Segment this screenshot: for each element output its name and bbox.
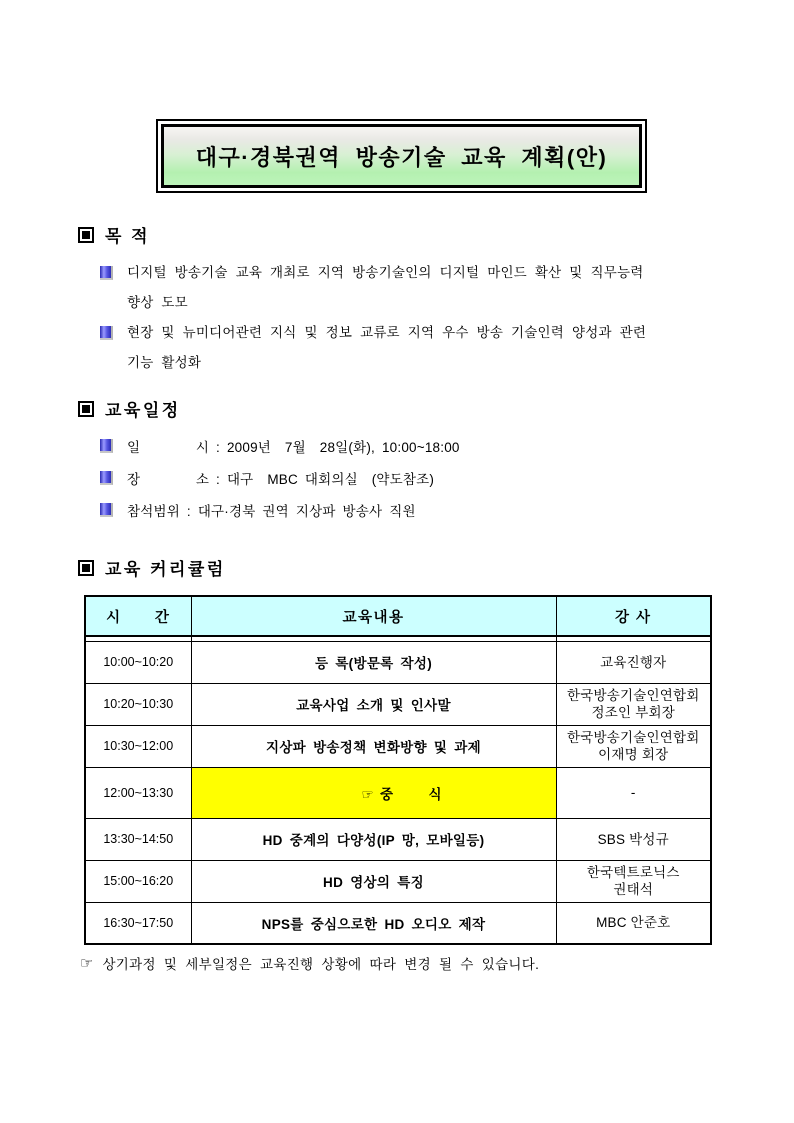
footnote-text: 상기과정 및 세부일정은 교육진행 상황에 따라 변경 될 수 있습니다.: [102, 957, 540, 972]
section-heading-curriculum: [78, 555, 226, 580]
lecturer-line: 교육진행자: [600, 654, 667, 670]
section-heading-schedule: [78, 396, 181, 421]
time-cell: 13:30~14:50: [85, 818, 191, 860]
content-cell-lunch: [191, 767, 556, 818]
curriculum-table: [84, 595, 712, 945]
blue-bullet-icon: [100, 471, 113, 485]
table-row: [85, 818, 711, 860]
lecturer-cell: [556, 641, 711, 683]
lecturer-line: 이재명 회장: [598, 747, 669, 762]
blue-bullet-icon: [100, 266, 113, 280]
lecturer-cell: [556, 902, 711, 944]
purpose-line: 현장 및 뉴미디어관련 지식 및 정보 교류로 지역 우수 방송 기술인력 양성과 관련: [127, 325, 647, 340]
title-box: [156, 119, 647, 193]
table-header-row: [85, 596, 711, 636]
table-row-lunch: [85, 767, 711, 818]
time-cell: 10:00~10:20: [85, 641, 191, 683]
purpose-item-text: [127, 318, 646, 378]
section-heading-purpose: [78, 222, 150, 247]
schedule-item-datetime: [100, 436, 460, 456]
lunch-label: 중 식: [379, 786, 442, 802]
purpose-line: 디지털 방송기술 교육 개최로 지역 방송기술인의 디지털 마인드 확산 및 직무능력: [127, 265, 644, 280]
time-cell: 15:00~16:20: [85, 860, 191, 902]
section-square-icon: [78, 560, 94, 576]
table-row: [85, 641, 711, 683]
purpose-item: [100, 318, 646, 378]
content-cell: 등 록(방문록 작성): [191, 641, 556, 683]
table-row: [85, 860, 711, 902]
schedule-item-attendees: [100, 500, 416, 520]
header-time: 시 간: [85, 596, 191, 636]
blue-bullet-icon: [100, 439, 113, 453]
content-cell: NPS를 중심으로한 HD 오디오 제작: [191, 902, 556, 944]
lecturer-cell: [556, 818, 711, 860]
table-row: [85, 902, 711, 944]
header-lecturer: 강 사: [556, 596, 711, 636]
time-cell: 16:30~17:50: [85, 902, 191, 944]
time-cell: 10:30~12:00: [85, 725, 191, 767]
lecturer-line: 권태석: [613, 882, 654, 897]
lecturer-line: 정조인 부회장: [591, 705, 675, 720]
table-row: [85, 683, 711, 725]
content-cell: HD 영상의 특징: [191, 860, 556, 902]
section-heading-label: 목 적: [105, 227, 151, 246]
lecturer-cell: [556, 767, 711, 818]
content-cell: 지상파 방송정책 변화방향 및 과제: [191, 725, 556, 767]
schedule-item-text: 참석범위 : 대구·경북 권역 지상파 방송사 직원: [127, 504, 416, 519]
footnote: [80, 953, 539, 973]
blue-bullet-icon: [100, 326, 113, 340]
lecturer-cell: [556, 683, 711, 725]
content-cell: 교육사업 소개 및 인사말: [191, 683, 556, 725]
purpose-line: 향상 도모: [127, 295, 188, 310]
lecturer-line: MBC 안준호: [596, 915, 671, 931]
pointing-hand-icon: ☞: [361, 786, 374, 802]
page-title: 대구·경북권역 방송기술 교육 계획(안): [195, 144, 608, 170]
lecturer-line: 한국방송기술인연합회: [567, 688, 700, 703]
schedule-item-text: 일 시 : 2009년 7월 28일(화), 10:00~18:00: [127, 440, 460, 455]
lecturer-line: SBS 박성규: [597, 831, 669, 847]
blue-bullet-icon: [100, 503, 113, 517]
time-cell: 10:20~10:30: [85, 683, 191, 725]
section-square-inner: [82, 231, 90, 239]
section-heading-label: 교육일정: [105, 401, 181, 420]
pointing-hand-icon: ☞: [80, 955, 94, 972]
section-heading-label: 교육 커리큘럼: [105, 560, 226, 579]
schedule-item-text: 장 소 : 대구 MBC 대회의실 (약도참조): [127, 472, 435, 487]
section-square-icon: [78, 401, 94, 417]
lecturer-line: 한국텍트로닉스: [586, 865, 680, 880]
table-row: [85, 725, 711, 767]
lecturer-line: 한국방송기술인연합회: [567, 730, 700, 745]
time-cell: 12:00~13:30: [85, 767, 191, 818]
section-square-inner: [82, 564, 90, 572]
section-square-inner: [82, 405, 90, 413]
lecturer-line: -: [630, 785, 636, 800]
purpose-line: 기능 활성화: [127, 355, 202, 370]
lecturer-cell: [556, 860, 711, 902]
purpose-item-text: [127, 258, 643, 318]
schedule-item-place: [100, 468, 434, 488]
header-content: 교육내용: [191, 596, 556, 636]
section-square-icon: [78, 227, 94, 243]
content-cell: HD 중계의 다양성(IP 망, 모바일등): [191, 818, 556, 860]
title-inner: [161, 124, 642, 188]
purpose-item: [100, 258, 643, 318]
lecturer-cell: [556, 725, 711, 767]
